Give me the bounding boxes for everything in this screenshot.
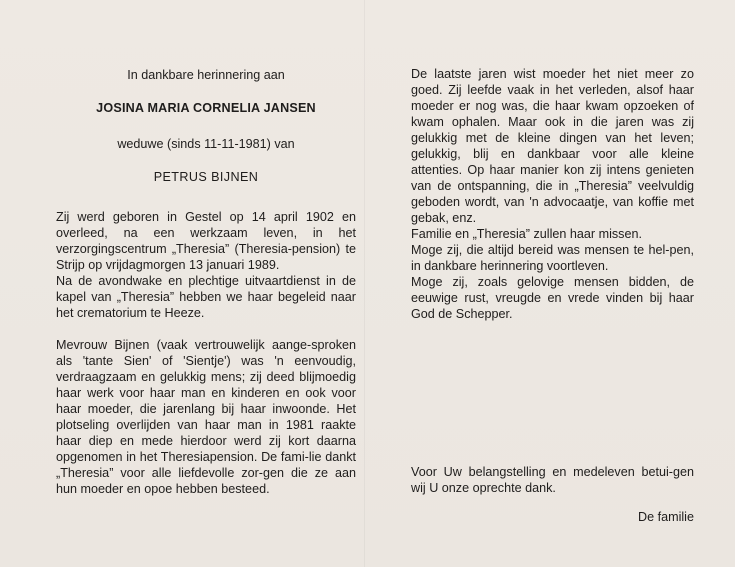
last-years-paragraph: De laatste jaren wist moeder het niet meer zo goed. Zij leefde vaak in het verleden, alsof haar moeder er nog was, die haar kwam opzoeken of kwam ophalen. Maar ook in die jaren was zij gelukkig met de kleine dingen van het leven; gelukkig, blij en dankbaar voor alle kleine attenties. Op haar manier kon zij intens genieten van de ontspanning, die in „Theresia” veelvuldig geboden wordt, van 'n advocaatje, van koffie met gebak, enz. <box>411 67 694 225</box>
prayer-paragraph-1: Moge zij, die altijd bereid was mensen te hel-pen, in dankbare herinnering voortleven. <box>411 243 694 273</box>
widow-line: weduwe (sinds 11-11-1981) van <box>117 137 295 151</box>
prayer-paragraph-2: Moge zij, zoals gelovige mensen bidden, de eeuwige rust, vreugde en vrede vinden bij haar God de Schepper. <box>411 275 694 321</box>
right-page <box>411 66 694 526</box>
funeral-paragraph: Na de avondwake en plechtige uitvaartdienst in de kapel van „Theresia” hebben we haar begeleid naar het crematorium te Heeze. <box>56 274 356 320</box>
family-signature: De familie <box>638 509 694 524</box>
card-fold-line <box>364 0 365 567</box>
birth-death-paragraph: Zij werd geboren in Gestel op 14 april 1902 en overleed, na een werkzaam leven, in het verzorgingscentrum „Theresia” (Theresia-pension) te Strijp op vrijdagmorgen 13 januari 1989. <box>56 210 356 272</box>
spouse-name: PETRUS BIJNEN <box>153 170 259 184</box>
thanks-paragraph: Voor Uw belangstelling en medeleven betui-gen wij U onze oprechte dank. <box>411 464 694 495</box>
deceased-name: JOSINA MARIA CORNELIA JANSEN <box>96 101 316 115</box>
intro-line: In dankbare herinnering aan <box>127 68 285 82</box>
family-miss-line: Familie en „Theresia” zullen haar missen. <box>411 227 642 241</box>
left-page <box>56 66 356 497</box>
biography-paragraph: Mevrouw Bijnen (vaak vertrouwelijk aange-sproken als 'tante Sien' of 'Sientje') was 'n eenvoudig, verdraagzaam en gelukkig mens; zij deed blijmoedig haar werk voor haar man en kinderen en ook voor haar moeder, die jarenlang bij haar inwoonde. Het plotseling overlijden van haar man in 1981 raakte haar diep en mede hierdoor werd zij kort daarna opgenomen in het Theresiapension. De fami-lie dankt „Theresia” voor alle liefdevolle zor-gen die ze aan hun moeder en opoe hebben besteed. <box>56 338 356 496</box>
